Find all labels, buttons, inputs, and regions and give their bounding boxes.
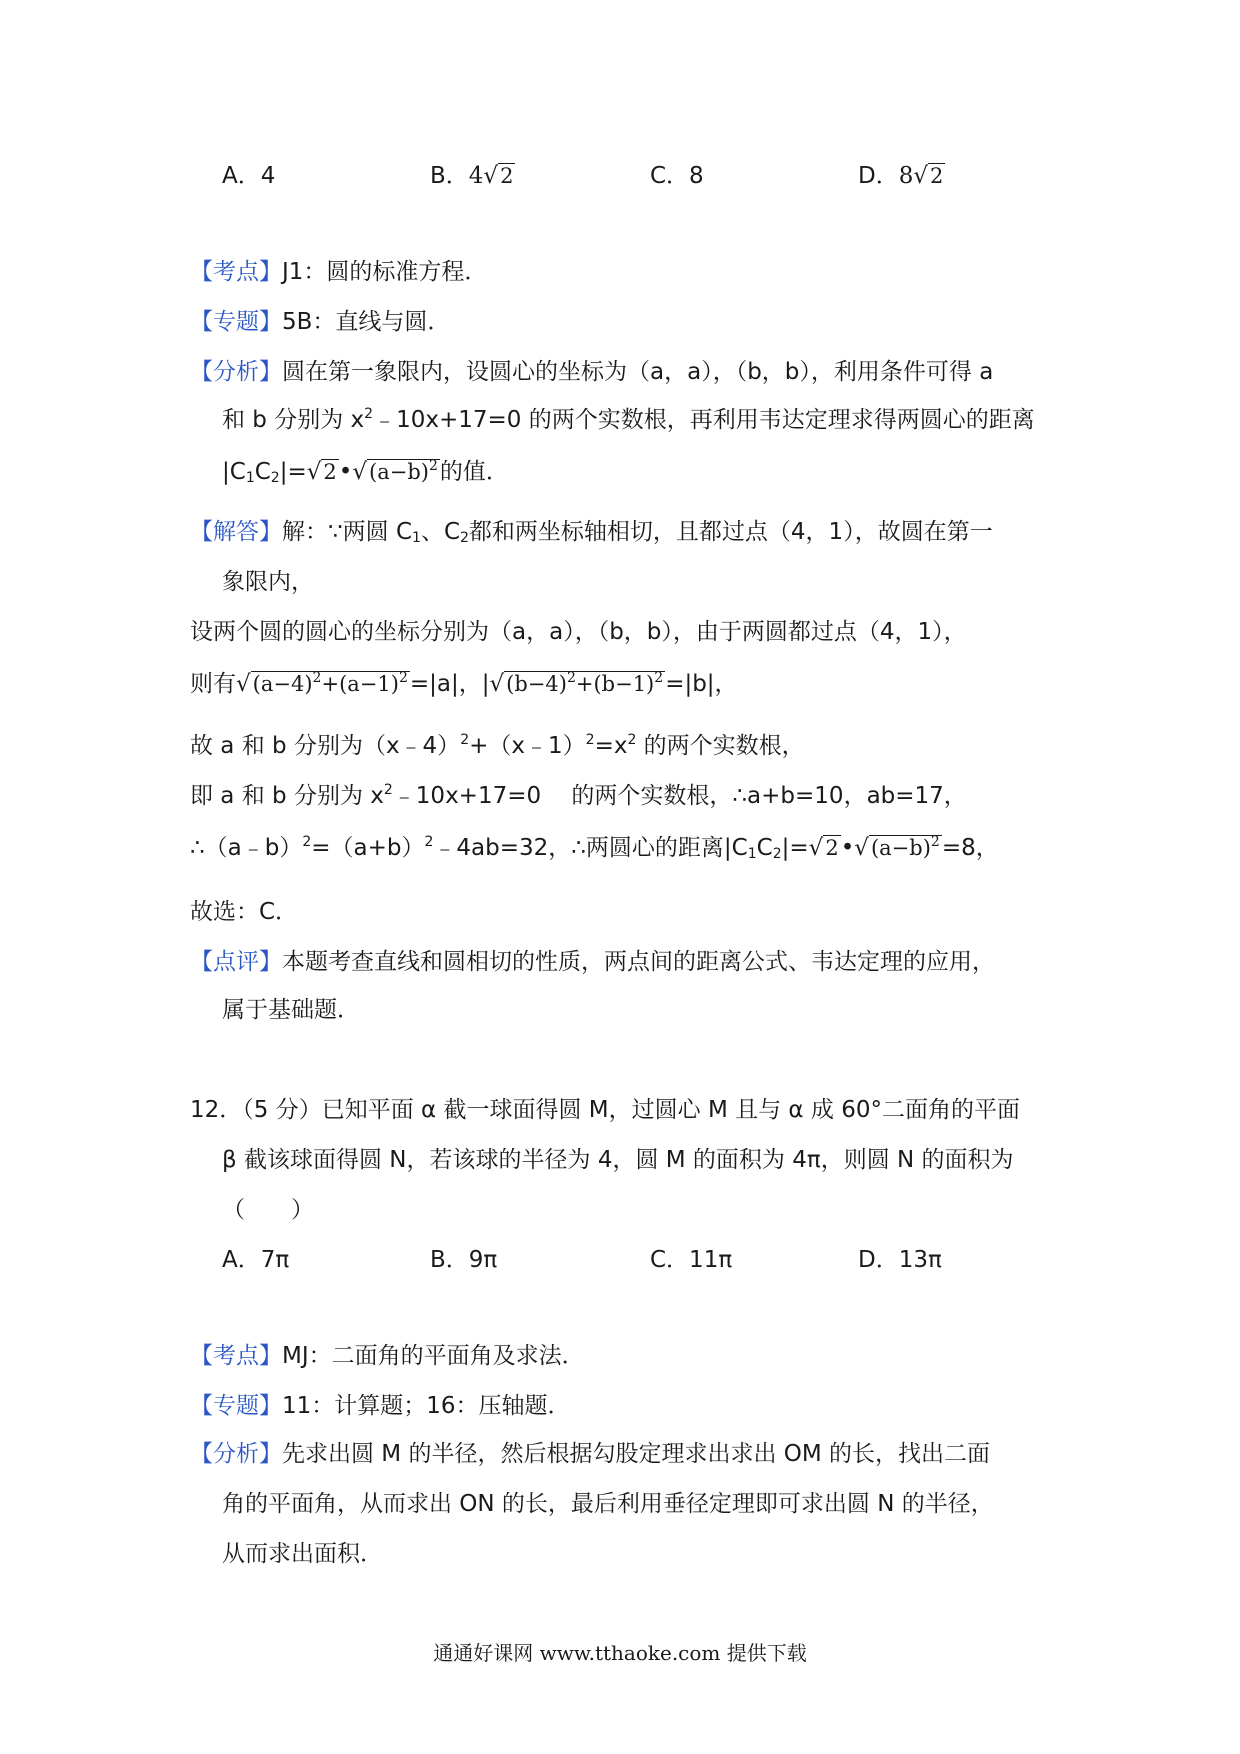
kaodian-1: 【考点】J1：圆的标准方程． xyxy=(190,259,488,285)
fenxi-2-line3: 从而求出面积． xyxy=(222,1541,383,1567)
footer-credit: 通通好课网 www.tthaoke.com 提供下载 xyxy=(433,1641,807,1665)
dianping-1-line1: 【点评】本题考查直线和圆相切的性质，两点间的距离公式、韦达定理的应用， xyxy=(190,949,995,975)
option-b-math: 4√2 xyxy=(468,163,514,189)
question-12-line1: 12．（5 分）已知平面 α 截一球面得圆 M，过圆心 M 且与 α 成 60°二面角的平面 xyxy=(190,1097,1020,1123)
q12-option-d: D．13π xyxy=(858,1247,942,1273)
fenxi-1-line1: 【分析】圆在第一象限内，设圆心的坐标为（a，a），（b，b），利用条件可得 a xyxy=(190,359,994,385)
question-12-line3: （ ） xyxy=(222,1197,314,1223)
solution-line-4: 则有$√(a-4)^2+(a-1)^2=|a|$，$|√(b-4)^2+(b-1)^2=|b|$， xyxy=(190,670,738,697)
dianping-1-line2: 属于基础题． xyxy=(222,997,360,1023)
fenxi-2-line1: 【分析】先求出圆 M 的半径，然后根据勾股定理求出求出 OM 的长，找出二面 xyxy=(190,1441,991,1467)
solution-line-3: 设两个圆的圆心的坐标分别为（a，a），（b，b），由于两圆都过点（4，1）， xyxy=(190,619,967,645)
fenxi-2-line2: 角的平面角，从而求出 ON 的长，最后利用垂径定理即可求出圆 N 的半径， xyxy=(222,1491,994,1517)
solution-line-6: 即 a 和 b 分别为 $x^2﹣10x+17=0$ 的两个实数根，∴a+b=10，ab=17， xyxy=(190,782,967,809)
option-a: A．4 xyxy=(222,163,276,189)
solution-line-8: 故选：C． xyxy=(190,899,299,925)
option-d: D．8√2 xyxy=(858,160,945,192)
solution-line-5: 故 a 和 b 分别为$(x﹣4)^2+(x﹣1)^2=x^2$ 的两个实数根， xyxy=(190,732,805,759)
question-12-line2: β 截该球面得圆 N，若该球的半径为 4，圆 M 的面积为 4π，则圆 N 的面积为 xyxy=(222,1147,1014,1173)
jieda-1-line2: 象限内， xyxy=(222,569,314,595)
zhuanti-1: 【专题】5B：直线与圆． xyxy=(190,309,451,335)
fenxi-1-line3: $|C_1C_2|=√2•√(a-b)^2$的值． xyxy=(222,458,509,486)
zhuanti-2: 【专题】11：计算题；16：压轴题． xyxy=(190,1393,571,1419)
fenxi-1-line2: 和 b 分别为 $x^2﹣10x+17=0$ 的两个实数根，再利用韦达定理求得两圆心的距离 xyxy=(222,406,1035,433)
option-d-math: 8√2 xyxy=(898,163,944,189)
option-b: B．4√2 xyxy=(430,160,515,192)
q12-option-a: A．7π xyxy=(222,1247,290,1273)
jieda-1-line1: 【解答】解：∵两圆 $C_1$、$C_2$都和两坐标轴相切，且都过点（4，1），故圆在第一 xyxy=(190,519,993,546)
option-c: C．8 xyxy=(650,163,704,189)
q12-option-b: B．9π xyxy=(430,1247,498,1273)
kaodian-2: 【考点】MJ：二面角的平面角及求法． xyxy=(190,1343,585,1369)
q12-option-c: C．11π xyxy=(650,1247,733,1273)
solution-line-7: $\therefore(a﹣b)^2=(a+b)^2﹣4ab=32$，∴两圆心的距离$|C_1C_2|=√2•√(a-b)^2=8$， xyxy=(190,834,999,862)
